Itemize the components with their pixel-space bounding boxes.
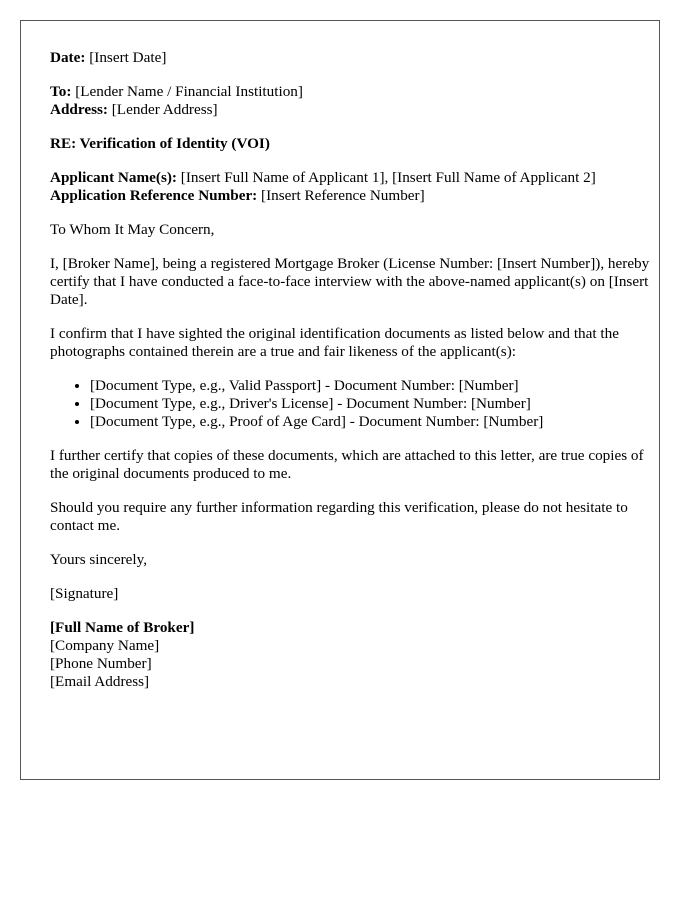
signature-block bbox=[50, 619, 650, 691]
date-line bbox=[50, 49, 650, 67]
date-value: [Insert Date] bbox=[85, 49, 167, 66]
subject-line bbox=[50, 135, 650, 153]
reference-value: [Insert Reference Number] bbox=[257, 187, 425, 204]
reference-label: Application Reference Number: bbox=[50, 187, 258, 204]
list-item: • [Document Type, e.g., Proof of Age Card] - Document Number: [Number] bbox=[90, 413, 650, 431]
address-value: [Lender Address] bbox=[107, 101, 218, 118]
applicant-label: Applicant Name(s): bbox=[50, 169, 177, 186]
copies-paragraph: I further certify that copies of these documents, which are attached to this letter, are true copies of the original documents produced to me. bbox=[50, 447, 644, 482]
applicant-value: [Insert Full Name of Applicant 1], [Insert Full Name of Applicant 2] bbox=[176, 169, 596, 186]
company-name: [Company Name] bbox=[50, 637, 160, 654]
letter-page bbox=[20, 20, 660, 780]
contact-paragraph: Should you require any further information regarding this verification, please do not hesitate to contact me. bbox=[50, 499, 628, 534]
closing: Yours sincerely, bbox=[50, 551, 148, 568]
address-line bbox=[50, 101, 650, 119]
applicant-line bbox=[50, 169, 650, 187]
applicant-block bbox=[50, 169, 650, 205]
broker-name: [Full Name of Broker] bbox=[50, 619, 195, 636]
signature-placeholder: [Signature] bbox=[50, 585, 119, 602]
documents-list bbox=[50, 377, 650, 431]
reference-line bbox=[50, 187, 650, 205]
letter-body bbox=[50, 49, 650, 707]
date-label: Date: bbox=[50, 49, 86, 66]
to-label: To: bbox=[50, 83, 72, 100]
address-label: Address: bbox=[50, 101, 108, 118]
email-address: [Email Address] bbox=[50, 673, 150, 690]
recipient-block bbox=[50, 83, 650, 119]
certification-paragraph: I, [Broker Name], being a registered Mortgage Broker (License Number: [Insert Number]), hereby certify that I have conducted a face-to-face interview with the above-named applicant(s) on [Insert Date]. bbox=[50, 255, 650, 308]
documents-intro-paragraph: I confirm that I have sighted the original identification documents as listed below and that the photographs contained therein are a true and fair likeness of the applicant(s): bbox=[50, 325, 619, 360]
to-line bbox=[50, 83, 650, 101]
salutation: To Whom It May Concern, bbox=[50, 221, 215, 238]
phone-number: [Phone Number] bbox=[50, 655, 152, 672]
list-item: • [Document Type, e.g., Valid Passport] - Document Number: [Number] bbox=[90, 377, 650, 395]
list-item: • [Document Type, e.g., Driver's License] - Document Number: [Number] bbox=[90, 395, 650, 413]
to-value: [Lender Name / Financial Institution] bbox=[71, 83, 303, 100]
subject-text: RE: Verification of Identity (VOI) bbox=[50, 135, 270, 152]
